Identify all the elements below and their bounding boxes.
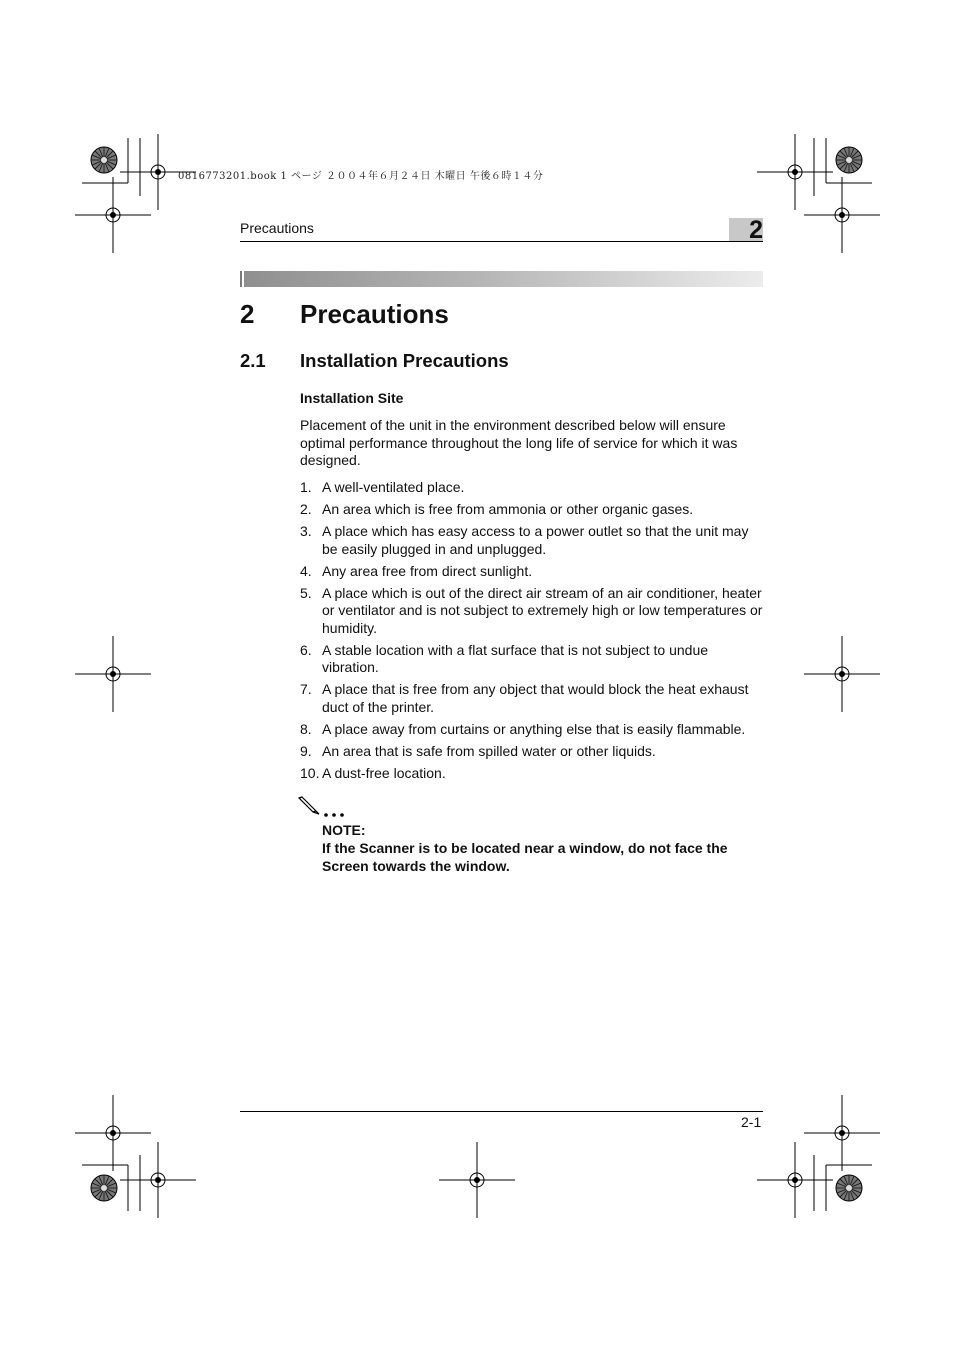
note-text: If the Scanner is to be located near a window, do not face the Screen towards the window. <box>322 840 728 874</box>
intro-paragraph: Placement of the unit in the environment described below will ensure optimal performance throughout the long life of service for which it was designed. <box>300 417 738 469</box>
list-item <box>300 479 765 497</box>
note-label: NOTE: <box>322 822 366 838</box>
list-item <box>300 642 765 677</box>
chapter-tab-number: 2 <box>749 216 763 244</box>
list-item-text: Any area free from direct sunlight. <box>322 562 533 579</box>
pencil-note-icon <box>298 793 348 824</box>
subsection-title: Installation Site <box>300 390 404 406</box>
footer-rule <box>240 1111 763 1112</box>
gradient-bar <box>244 271 763 287</box>
list-item <box>300 563 765 581</box>
list-item-text: A place which has easy access to a power outlet so that the unit may be easily plugged in and unplugged. <box>322 522 749 557</box>
list-item <box>300 721 765 739</box>
list-item-text: A place that is free from any object that would block the heat exhaust duct of the printer. <box>322 681 749 715</box>
list-item-number: 8. <box>300 720 312 737</box>
list-item-number: 1. <box>300 479 312 495</box>
header-rule <box>240 241 763 242</box>
list-item-number: 4. <box>300 562 312 579</box>
section-number: 2.1 <box>240 350 266 371</box>
chapter-title: Precautions <box>300 299 449 329</box>
list-item <box>300 681 765 716</box>
list-item <box>300 523 765 558</box>
list-item-number: 9. <box>300 742 312 759</box>
list-item-number: 2. <box>300 500 312 517</box>
list-item <box>300 765 765 783</box>
list-item-number: 10. <box>300 764 320 781</box>
list-item-number: 6. <box>300 641 312 658</box>
gradient-bar-marker <box>240 271 242 287</box>
list-item-text: An area that is safe from spilled water or other liquids. <box>322 742 656 759</box>
print-info-line: 0816773201.book 1 ページ ２００４年６月２４日 木曜日 午後６時１４分 <box>178 171 544 182</box>
chapter-number: 2 <box>240 299 255 329</box>
list-item-number: 5. <box>300 584 312 601</box>
running-header-title: Precautions <box>240 220 314 236</box>
section-title: Installation Precautions <box>300 350 509 371</box>
list-item-number: 3. <box>300 522 312 539</box>
list-item-text: An area which is free from ammonia or other organic gases. <box>322 500 694 517</box>
list-item-text: A well-ventilated place. <box>322 479 465 495</box>
list-item-text: A dust-free location. <box>322 764 446 781</box>
installation-site-list <box>300 479 765 787</box>
list-item <box>300 585 765 638</box>
list-item <box>300 743 765 761</box>
list-item-text: A stable location with a flat surface that is not subject to undue vibration. <box>322 641 709 676</box>
list-item-number: 7. <box>300 681 312 698</box>
list-item-text: A place which is out of the direct air stream of an air conditioner, heater or ventilator and is not subject to extremely high or low temperatures or humidity. <box>322 584 763 636</box>
list-item-text: A place away from curtains or anything else that is easily flammable. <box>322 720 746 737</box>
list-item <box>300 501 765 519</box>
page-number: 2-1 <box>741 1114 762 1130</box>
